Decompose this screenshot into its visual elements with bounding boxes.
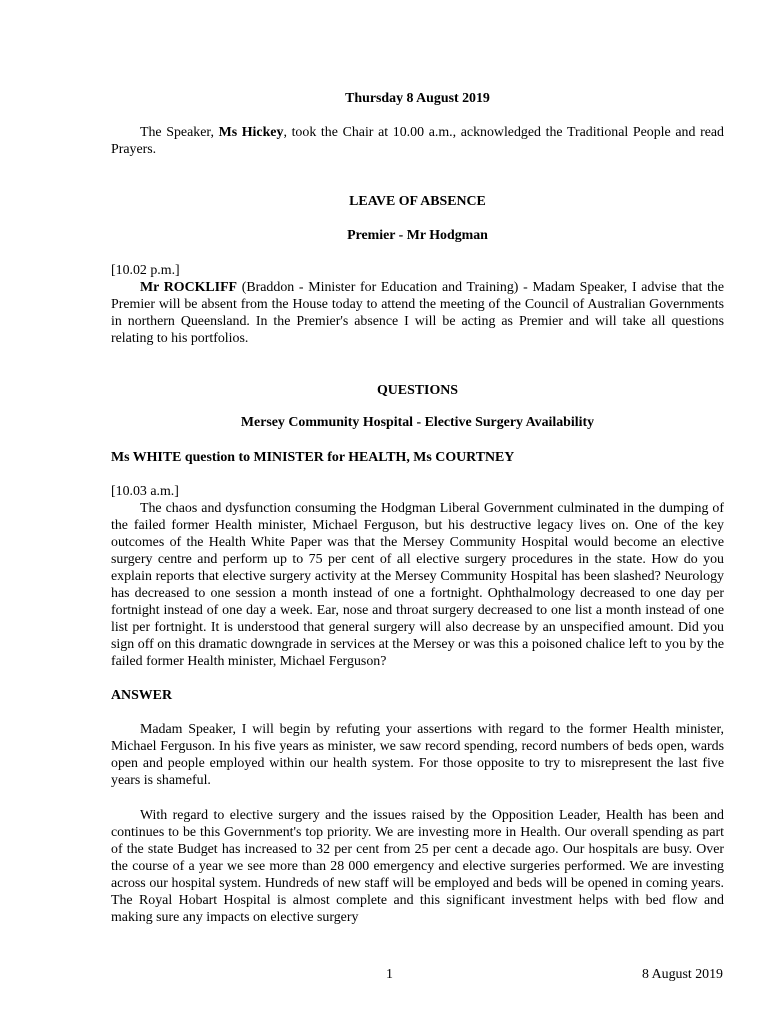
question-paragraph: The chaos and dysfunction consuming the Hodgman Liberal Government culminated in the dumping of the failed former Health minister, Michael Ferguson, but his destructive legacy lives on. One of the key outcomes of the Health White Paper was that the Mersey Community Hospital would become an elective surgery centre and perform up to 75 per cent of all elective surgery procedures in the state. How do you explain reports that elective surgery activity at the Mersey Community Hospital has been slashed? Neurology has decreased to one session a month instead of one a fortnight. Ophthalmology decreased to one day per fortnight instead of one day a week. Ear, nose and throat surgery decreased to one list a month instead of one list per fortnight. It is understood that general surgery will also decrease by an unspecified amount. Did you sign off on this dramatic downgrade in services at the Mersey or was this a poisoned chalice left to you by the failed former Health minister, Michael Ferguson? xyxy=(111,501,724,669)
opening-pre: The Speaker, xyxy=(140,125,219,140)
speaker-name: Ms Hickey xyxy=(218,125,284,140)
page-footer xyxy=(0,966,770,984)
page-number: 1 xyxy=(386,967,393,982)
rockliff-text: (Braddon - Minister for Education and Training) - Madam Speaker, I advise that the Premier will be absent from the House today to attend the meeting of the Council of Australian Governments in northern Queensland. In the Premier's absence I will be acting as Premier and will take all questions relating to his portfolios. xyxy=(111,280,724,346)
speaker-rockliff: Mr ROCKLIFF xyxy=(140,280,238,295)
questions-heading: QUESTIONS xyxy=(376,383,459,398)
question-topic-heading: Mersey Community Hospital - Elective Surgery Availability xyxy=(240,415,595,430)
timestamp: [10.03 a.m.] xyxy=(111,484,179,499)
rockliff-paragraph xyxy=(111,279,724,347)
timestamp: [10.02 p.m.] xyxy=(111,263,180,278)
footer-date: 8 August 2019 xyxy=(641,967,723,982)
question-attribution: Ms WHITE question to MINISTER for HEALTH, Ms COURTNEY xyxy=(111,450,515,465)
date-heading: Thursday 8 August 2019 xyxy=(345,91,490,106)
answer-paragraph-1: Madam Speaker, I will begin by refuting your assertions with regard to the former Health minister, Michael Ferguson. In his five years as minister, we saw record spending, record numbers of beds open, wards open and people employed within our health system. For those opposite to try to misrepresent the last five years is shameful. xyxy=(111,722,724,788)
leave-of-absence-heading: LEAVE OF ABSENCE xyxy=(349,194,486,209)
document-page xyxy=(111,87,724,926)
opening-paragraph xyxy=(111,124,724,158)
answer-heading: ANSWER xyxy=(111,688,172,703)
premier-subheading: Premier - Mr Hodgman xyxy=(347,228,488,243)
answer-paragraph-2: With regard to elective surgery and the issues raised by the Opposition Leader, Health has been and continues to be this Government's top priority. We are investing more in Health. Our overall spending as part of the state Budget has increased to 32 per cent from 25 per cent a decade ago. Our hospitals are busy. Over the course of a year we see more than 28 000 emergency and elective surgeries performed. We are investing across our hospital system. Hundreds of new staff will be employed and beds will be opened in coming years. The Royal Hobart Hospital is almost complete and this significant investment helps with bed flow and making sure any impacts on elective surgery xyxy=(111,808,724,925)
opening-post: , took the Chair at 10.00 a.m., acknowledged the Traditional People and read Prayers. xyxy=(111,125,724,157)
